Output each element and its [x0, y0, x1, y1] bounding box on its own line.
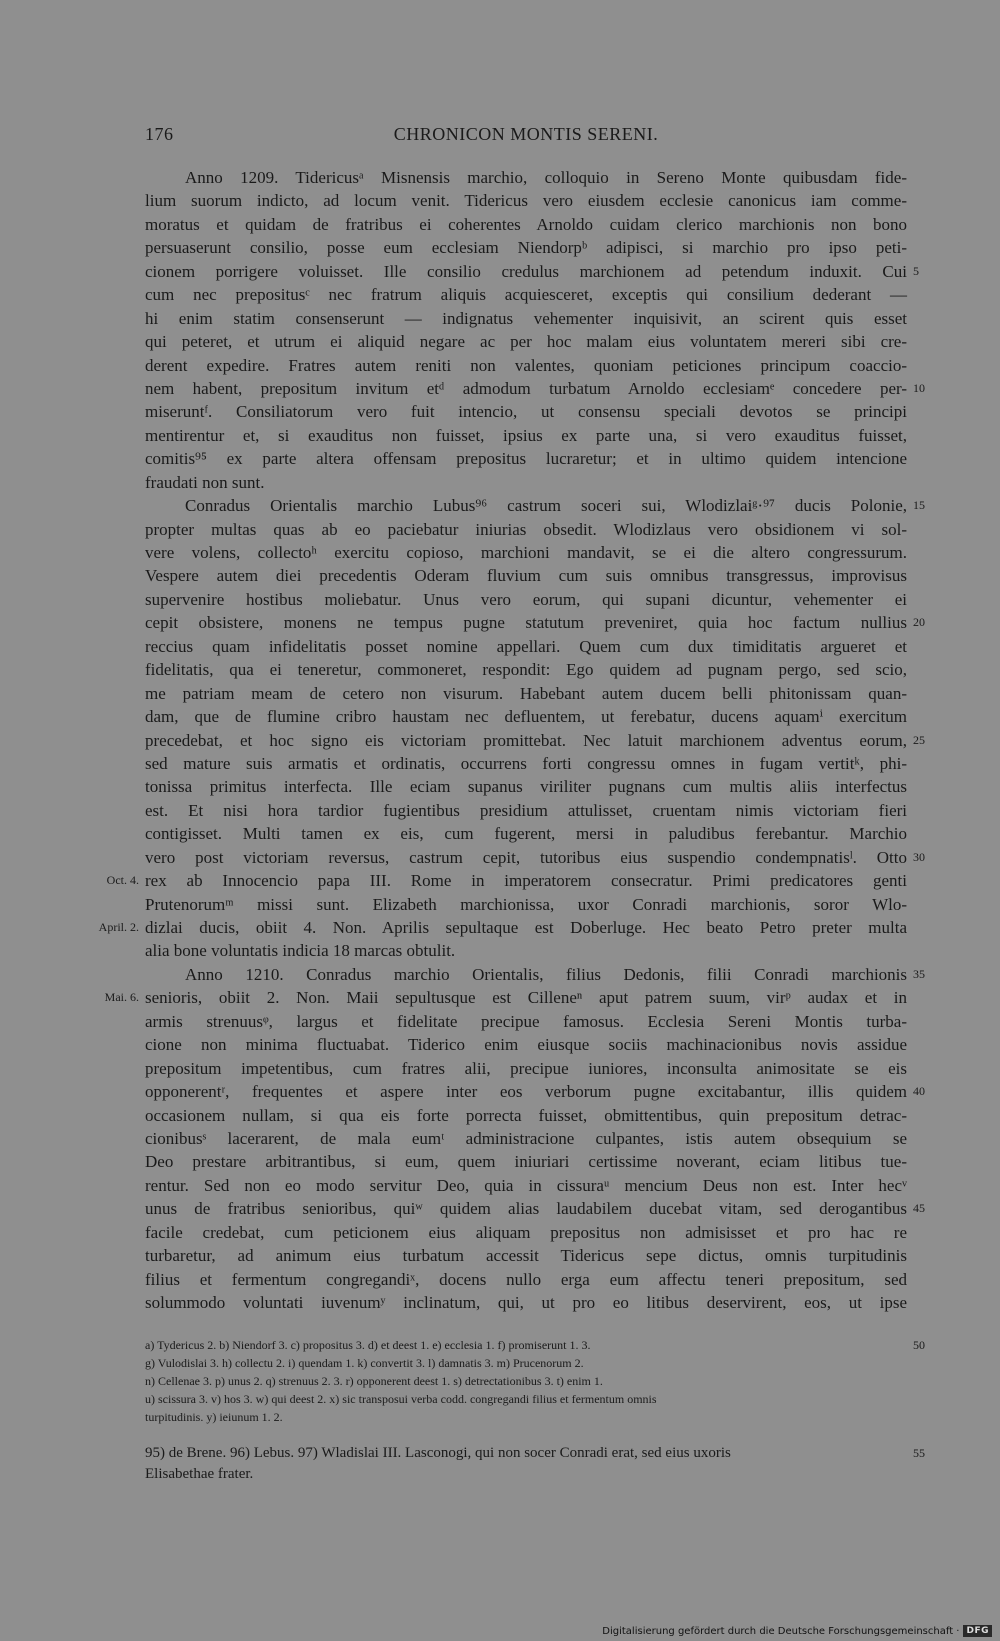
dfg-logo: DFG: [963, 1625, 992, 1637]
line-text: mentirentur et, si exauditus non fuisset, ipsius ex parte una, si vero exauditus fuisset,: [145, 425, 907, 445]
line-text: sed mature suis armatis et ordinatis, occurrens forti congressu omnes in fugam vertitᵏ, phi-: [145, 753, 907, 773]
line-text: facile credebat, cum peticionem eius aliquam prepositus non admisisset et pro hac re: [145, 1222, 907, 1242]
line-text: miseruntᶠ. Consiliatorum vero fuit intencio, ut consensu speciali devotos se principi: [145, 402, 907, 422]
commentary-text: Elisabethae frater.: [145, 1466, 254, 1482]
text-line: [145, 963, 925, 986]
line-text: vere volens, collectoʰ exercitu copioso, marchioni mandavit, se ei die altero congressurum.: [145, 543, 907, 562]
text-line: [106, 869, 907, 892]
line-text: vero post victoriam reversus, castrum cepit, tutoribus eius suspendio condempnatisˡ. Otto: [145, 847, 907, 867]
line-text: dizlai ducis, obiit 4. Non. Aprilis sepultaque est Doberluge. Hec beato Petro preter multa: [145, 918, 907, 937]
text-line: [145, 635, 907, 658]
line-text: opponerentʳ, frequentes et aspere inter eos verborum pugne excitabantur, illis quidem: [145, 1082, 907, 1102]
line-text: me patriam meam de cetero non visurum. Habebant autem ducem belli phitonissam quan-: [145, 683, 907, 703]
line-text: rentur. Sed non eo modo servitur Deo, quia in cissuraᵘ mencium Deus non est. Inter hecᵛ: [145, 1175, 907, 1195]
text-line: [145, 189, 907, 212]
text-line: [145, 611, 925, 634]
line-text: prepositum impetentibus, cum fratres alii, precipue iuniores, inconsulta animositate se eis: [145, 1058, 907, 1078]
line-number: 30: [913, 849, 925, 864]
text-line: [145, 400, 907, 423]
line-text: armis strenuusᵠ, largus et fidelitate precipue famosus. Ecclesia Sereni Montis turba-: [145, 1011, 907, 1031]
line-text: cepit obsistere, monens ne tempus pugne statutum preveniret, quia hoc factum nullius: [145, 613, 907, 633]
running-title: CHRONICON MONTIS SERENI.: [393, 124, 659, 144]
footnote-line: [145, 1336, 925, 1354]
text-line: [145, 1291, 907, 1314]
line-number: 35: [913, 966, 925, 981]
line-text: Deo prestare arbitrantibus, si eum, quem iniuriari certissime noverant, eciam litibus tue-: [145, 1152, 907, 1172]
text-line: [145, 424, 907, 447]
footnote-text: u) scissura 3. v) hos 3. w) qui deest 2. x) sic transposui verba codd. congregandi filius et fermentum omnis: [145, 1392, 657, 1407]
text-line: [145, 822, 907, 845]
margin-date: Oct. 4.: [106, 873, 139, 888]
text-line: [145, 752, 907, 775]
text-line: [145, 1104, 907, 1127]
line-text: derent expedire. Fratres autem reniti non valentes, quoniam peticiones principum coaccio-: [145, 355, 907, 375]
margin-date: April. 2.: [98, 920, 139, 934]
text-line: [145, 541, 907, 564]
line-text: unus de fratribus senioribus, quiʷ quidem alias laudabilem ducebat vitam, sed derogantibus: [145, 1199, 907, 1219]
line-text: rex ab Innocencio papa III. Rome in imperatorem consecratur. Primi predicatores genti: [145, 871, 907, 891]
text-line: [145, 307, 907, 330]
commentary-text: 95) de Brene. 96) Lebus. 97) Wladislai III. Lasconogi, qui non socer Conradi erat, sed eius uxoris: [145, 1445, 731, 1461]
line-text: moratus et quidam de fratribus ei coherentes Arnoldo cuidam clerico marchionis non bono: [145, 214, 907, 234]
text-line: [145, 1033, 907, 1056]
line-number: 25: [913, 732, 925, 747]
digitization-credit: [602, 1625, 992, 1637]
line-text: solummodo voluntati iuvenumʸ inclinatum, qui, ut pro eo litibus deservirent, eos, ut ipse: [145, 1293, 907, 1312]
text-line: [145, 283, 907, 306]
line-number: 15: [913, 498, 925, 513]
footnote-text: turpitudinis. y) ieiunum 1. 2.: [145, 1410, 283, 1425]
text-line: [145, 1197, 925, 1220]
text-line: [145, 260, 919, 283]
text-line: [145, 705, 907, 728]
line-text: contigisset. Multi tamen ex eis, cum fugerent, mersi in paludibus ferebantur. Marchio: [145, 824, 907, 844]
line-text: qui peteret, et utrum ei aliquid negare ac per hoc malam eius voluntatem mereri sibi cre-: [145, 332, 907, 352]
line-number: 10: [913, 380, 925, 395]
footnote-line: [145, 1390, 907, 1408]
commentary-line: [145, 1443, 925, 1464]
commentary-line: [145, 1464, 907, 1485]
line-text: propter multas quas ab eo paciebatur iniurias obsedit. Wlodizlaus vero obsidionem vi sol-: [145, 519, 907, 539]
line-number: 45: [913, 1201, 925, 1216]
text-line: [145, 939, 907, 962]
line-text: lium suorum indicto, ad locum venit. Tidericus vero eiusdem ecclesie canonicus iam comme-: [145, 191, 907, 211]
text-line: [145, 846, 925, 869]
critical-apparatus: [145, 1336, 925, 1426]
text-line: [145, 1127, 907, 1150]
line-text: tonissa primitus interfecta. Ille eciam supanus viriliter pugnans cum multis aliis interfectus: [145, 777, 907, 797]
text-line: [145, 775, 907, 798]
text-line: [145, 213, 907, 236]
line-text: Conradus Orientalis marchio Lubus⁹⁶ castrum soceri sui, Wlodizlaiᵍ·⁹⁷ ducis Polonie,: [185, 496, 907, 516]
line-text: persuaserunt consilio, posse eum ecclesiam Niendorpᵇ adipisci, si marchio pro ipso peti-: [145, 238, 907, 258]
text-line: [145, 377, 925, 400]
text-line: [145, 1150, 907, 1173]
line-number: 55: [913, 1446, 925, 1460]
footnote-line: [145, 1354, 907, 1372]
text-line: [145, 729, 925, 752]
main-text: [98, 166, 925, 1314]
text-line: [145, 564, 907, 587]
text-line: [145, 1057, 907, 1080]
text-line: [145, 166, 907, 189]
page-number: 176: [145, 124, 174, 144]
line-text: dam, que de flumine cribro haustam nec defluentem, ut ferebatur, ducens aquamⁱ exercitum: [145, 707, 907, 727]
text-line: [145, 518, 907, 541]
text-line: [145, 494, 925, 517]
text-line: [145, 588, 907, 611]
text-line: [145, 447, 907, 470]
line-text: reccius quam infidelitatis posset nomine appellari. Quem cum dux timiditatis argueret et: [145, 636, 907, 656]
text-line: [104, 986, 907, 1009]
line-text: est. Et nisi hora tardior fugientibus presidium attulisset, cruentam nimis victoriam fieri: [145, 800, 907, 820]
line-text: alia bone voluntatis indicia 18 marcas obtulit.: [145, 941, 456, 961]
line-number: 5: [913, 263, 919, 278]
line-text: hi enim statim consenserunt — indignatus vehementer inquisivit, an scirent quis esset: [145, 308, 907, 328]
credit-text: Digitalisierung gefördert durch die Deutsche Forschungsgemeinschaft ·: [602, 1625, 960, 1637]
line-text: fraudati non sunt.: [145, 472, 265, 492]
text-line: [145, 1010, 907, 1033]
text-line: [98, 916, 907, 939]
line-text: cionibusˢ lacerarent, de mala eumᵗ administracione culpantes, istis autem obsequium se: [145, 1128, 907, 1148]
line-text: occasionem nullam, si qua eis forte porrecta fuisset, obmittentibus, quin prepositum detrac-: [145, 1105, 907, 1125]
text-line: [145, 471, 907, 494]
text-line: [145, 1268, 907, 1291]
line-text: Vespere autem diei precedentis Oderam fluvium cum suis omnibus transgressus, improvisus: [145, 566, 907, 586]
line-text: nem habent, prepositum invitum etᵈ admodum turbatum Arnoldo ecclesiamᵉ concedere per-: [145, 378, 907, 398]
text-line: [145, 893, 907, 916]
text-line: [145, 1244, 907, 1267]
text-line: [145, 1221, 907, 1244]
text-line: [145, 330, 907, 353]
text-line: [145, 799, 907, 822]
line-text: cum nec prepositusᶜ nec fratrum aliquis acquiesceret, exceptis qui consilium dederant —: [145, 285, 907, 305]
margin-date: Mai. 6.: [104, 990, 139, 1005]
line-text: fidelitatis, qua ei teneretur, commoneret, respondit: Ego quidem ad pugnam pergo, sed scio,: [145, 660, 907, 680]
text-line: [145, 1174, 907, 1197]
footnote-line: [145, 1372, 907, 1390]
line-text: Anno 1210. Conradus marchio Orientalis, filius Dedonis, filii Conradi marchionis: [185, 964, 907, 984]
line-text: filius et fermentum congregandiˣ, docens nullo erga eum affectu teneri prepositum, sed: [145, 1269, 907, 1289]
text-line: [145, 354, 907, 377]
line-text: precedebat, et hoc signo eis victoriam promittebat. Nec latuit marchionem adventus eorum,: [145, 730, 907, 750]
line-number: 20: [913, 615, 925, 630]
text-line: [145, 658, 907, 681]
footnote-text: n) Cellenae 3. p) unus 2. q) strenuus 2. 3. r) opponerent deest 1. s) detrectationibus 3. t) enim 1.: [145, 1374, 603, 1389]
line-text: comitis⁹⁵ ex parte altera offensam prepositus lucraretur; et in ultimo quidem intencione: [145, 449, 907, 469]
line-number: 50: [913, 1338, 925, 1352]
line-text: Prutenorumᵐ missi sunt. Elizabeth marchionissa, uxor Conradi marchionis, soror Wlo-: [145, 894, 907, 914]
text-line: [145, 236, 907, 259]
running-header: [145, 124, 907, 150]
text-line: [145, 1080, 925, 1103]
line-text: Anno 1209. Tidericusᵃ Misnensis marchio, colloquio in Sereno Monte quibusdam fide-: [185, 168, 907, 187]
line-text: senioris, obiit 2. Non. Maii sepultusque est Cilleneⁿ aput patrem suum, virᵖ audax et in: [145, 988, 907, 1008]
line-text: cione non minima fluctuabat. Tiderico enim eiusque sociis machinacionibus novis assidue: [145, 1035, 907, 1055]
footnote-line: [145, 1408, 907, 1426]
footnote-text: g) Vulodislai 3. h) collectu 2. i) quendam 1. k) convertit 3. l) damnatis 3. m) Prucenorum 2.: [145, 1356, 584, 1371]
line-text: turbaretur, ad animum eius turbatum accessit Tidericus sepe dictus, omnis turpitudinis: [145, 1246, 907, 1266]
footnote-text: a) Tydericus 2. b) Niendorf 3. c) propositus 3. d) et deest 1. e) ecclesia 1. f) promiserunt 1. 3.: [145, 1338, 591, 1352]
line-number: 40: [913, 1084, 925, 1099]
text-line: [145, 682, 907, 705]
line-text: supervenire hostibus moliebatur. Unus vero eorum, qui supani dicuntur, vehementer ei: [145, 589, 907, 609]
commentary-notes: [145, 1443, 925, 1485]
line-text: cionem porrigere voluisset. Ille consilio credulus marchionem ad petendum induxit. Cui: [145, 261, 907, 281]
